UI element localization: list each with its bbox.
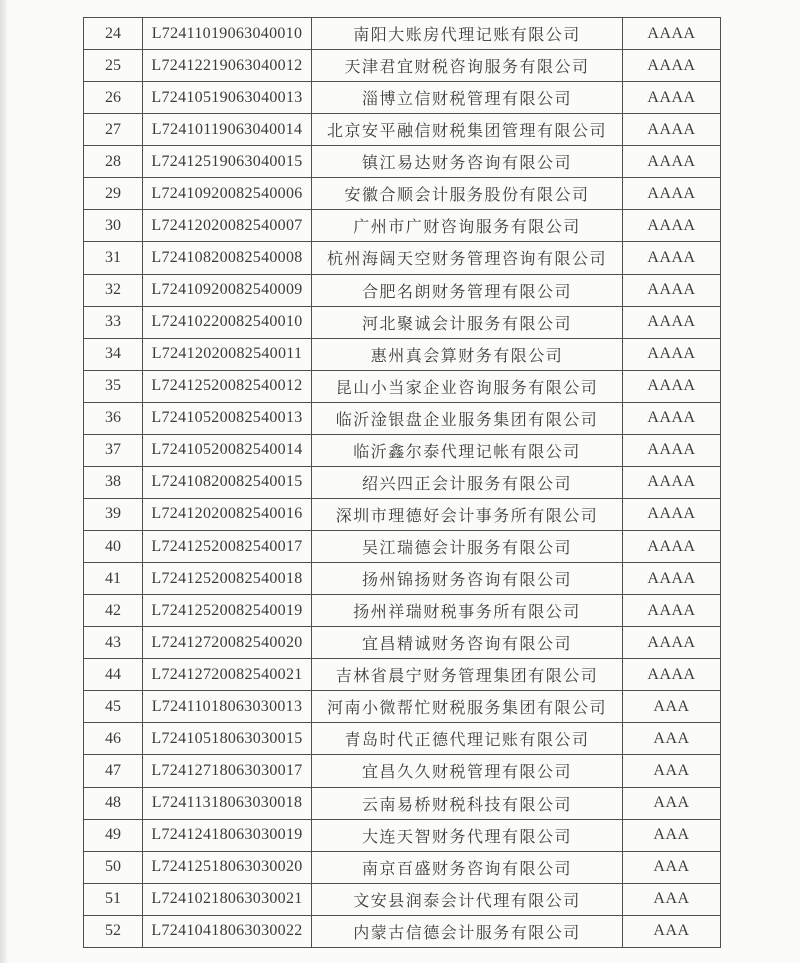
table-row	[84, 434, 721, 466]
credit-code: L72412020082540016	[143, 498, 312, 530]
table-row	[84, 146, 721, 178]
rating-grade: AAAA	[623, 659, 721, 691]
table-row	[84, 370, 721, 402]
row-number: 50	[84, 851, 143, 883]
row-number: 40	[84, 531, 143, 563]
company-name: 淄博立信财税管理有限公司	[312, 82, 623, 114]
row-number: 33	[84, 306, 143, 338]
company-name: 镇江易达财务咨询有限公司	[312, 146, 623, 178]
rating-grade: AAAA	[623, 595, 721, 627]
rating-grade: AAAA	[623, 114, 721, 146]
rating-grade: AAAA	[623, 402, 721, 434]
row-number: 29	[84, 178, 143, 210]
row-number: 26	[84, 82, 143, 114]
rating-table-body	[84, 18, 721, 948]
company-name: 宜昌精诚财务咨询有限公司	[312, 627, 623, 659]
row-number: 24	[84, 18, 143, 50]
rating-grade: AAA	[623, 691, 721, 723]
table-row	[84, 819, 721, 851]
rating-table	[83, 17, 721, 948]
row-number: 49	[84, 819, 143, 851]
rating-grade: AAA	[623, 851, 721, 883]
rating-grade: AAAA	[623, 50, 721, 82]
credit-code: L72412219063040012	[143, 50, 312, 82]
rating-grade: AAA	[623, 883, 721, 915]
credit-code: L72412520082540012	[143, 370, 312, 402]
credit-code: L72410520082540013	[143, 402, 312, 434]
table-row	[84, 531, 721, 563]
company-name: 广州市广财咨询服务有限公司	[312, 210, 623, 242]
rating-grade: AAAA	[623, 210, 721, 242]
credit-code: L72410520082540014	[143, 434, 312, 466]
company-name: 临沂淦银盘企业服务集团有限公司	[312, 402, 623, 434]
rating-grade: AAAA	[623, 82, 721, 114]
table-row	[84, 242, 721, 274]
credit-code: L72412720082540020	[143, 627, 312, 659]
rating-grade: AAAA	[623, 466, 721, 498]
row-number: 39	[84, 498, 143, 530]
rating-grade: AAAA	[623, 306, 721, 338]
rating-grade: AAA	[623, 755, 721, 787]
company-name: 深圳市理德好会计事务所有限公司	[312, 498, 623, 530]
table-row	[84, 274, 721, 306]
row-number: 48	[84, 787, 143, 819]
credit-code: L72412718063030017	[143, 755, 312, 787]
rating-grade: AAAA	[623, 370, 721, 402]
table-row	[84, 306, 721, 338]
credit-code: L72410518063030015	[143, 723, 312, 755]
table-row	[84, 498, 721, 530]
credit-code: L72412020082540007	[143, 210, 312, 242]
rating-grade: AAAA	[623, 563, 721, 595]
rating-grade: AAAA	[623, 338, 721, 370]
row-number: 52	[84, 915, 143, 947]
table-row	[84, 402, 721, 434]
company-name: 合肥名朗财务管理有限公司	[312, 274, 623, 306]
rating-grade: AAA	[623, 723, 721, 755]
company-name: 内蒙古信德会计服务有限公司	[312, 915, 623, 947]
row-number: 31	[84, 242, 143, 274]
row-number: 25	[84, 50, 143, 82]
credit-code: L72410220082540010	[143, 306, 312, 338]
table-row	[84, 563, 721, 595]
credit-code: L72412518063030020	[143, 851, 312, 883]
company-name: 云南易桥财税科技有限公司	[312, 787, 623, 819]
company-name: 吉林省晨宁财务管理集团有限公司	[312, 659, 623, 691]
rating-grade: AAA	[623, 819, 721, 851]
company-name: 惠州真会算财务有限公司	[312, 338, 623, 370]
row-number: 28	[84, 146, 143, 178]
credit-code: L72412020082540011	[143, 338, 312, 370]
row-number: 45	[84, 691, 143, 723]
table-row	[84, 659, 721, 691]
credit-code: L72410820082540015	[143, 466, 312, 498]
table-row	[84, 691, 721, 723]
company-name: 扬州祥瑞财税事务所有限公司	[312, 595, 623, 627]
row-number: 34	[84, 338, 143, 370]
credit-code: L72410920082540009	[143, 274, 312, 306]
row-number: 35	[84, 370, 143, 402]
company-name: 青岛时代正德代理记账有限公司	[312, 723, 623, 755]
table-row	[84, 114, 721, 146]
company-name: 绍兴四正会计服务有限公司	[312, 466, 623, 498]
credit-code: L72412720082540021	[143, 659, 312, 691]
rating-grade: AAAA	[623, 178, 721, 210]
company-name: 扬州锦扬财务咨询有限公司	[312, 563, 623, 595]
table-row	[84, 338, 721, 370]
table-row	[84, 755, 721, 787]
row-number: 51	[84, 883, 143, 915]
company-name: 临沂鑫尔泰代理记帐有限公司	[312, 434, 623, 466]
table-row	[84, 915, 721, 947]
company-name: 河南小微帮忙财税服务集团有限公司	[312, 691, 623, 723]
credit-code: L72410820082540008	[143, 242, 312, 274]
credit-code: L72410418063030022	[143, 915, 312, 947]
credit-code: L72412520082540017	[143, 531, 312, 563]
company-name: 南阳大账房代理记账有限公司	[312, 18, 623, 50]
rating-grade: AAAA	[623, 274, 721, 306]
credit-code: L72410920082540006	[143, 178, 312, 210]
rating-grade: AAA	[623, 787, 721, 819]
rating-grade: AAAA	[623, 146, 721, 178]
company-name: 安徽合顺会计服务股份有限公司	[312, 178, 623, 210]
row-number: 38	[84, 466, 143, 498]
company-name: 天津君宜财税咨询服务有限公司	[312, 50, 623, 82]
table-row	[84, 18, 721, 50]
credit-code: L72411018063030013	[143, 691, 312, 723]
credit-code: L72412519063040015	[143, 146, 312, 178]
table-row	[84, 851, 721, 883]
table-row	[84, 883, 721, 915]
row-number: 32	[84, 274, 143, 306]
table-row	[84, 178, 721, 210]
row-number: 43	[84, 627, 143, 659]
company-name: 大连天智财务代理有限公司	[312, 819, 623, 851]
credit-code: L72412520082540019	[143, 595, 312, 627]
credit-code: L72410119063040014	[143, 114, 312, 146]
credit-code: L72412418063030019	[143, 819, 312, 851]
company-name: 南京百盛财务咨询有限公司	[312, 851, 623, 883]
company-name: 文安县润泰会计代理有限公司	[312, 883, 623, 915]
company-name: 吴江瑞德会计服务有限公司	[312, 531, 623, 563]
table-row	[84, 50, 721, 82]
scan-page-edge	[0, 0, 7, 963]
credit-code: L72410218063030021	[143, 883, 312, 915]
rating-grade: AAA	[623, 915, 721, 947]
row-number: 30	[84, 210, 143, 242]
rating-grade: AAAA	[623, 434, 721, 466]
credit-code: L72410519063040013	[143, 82, 312, 114]
company-name: 宜昌久久财税管理有限公司	[312, 755, 623, 787]
row-number: 47	[84, 755, 143, 787]
row-number: 36	[84, 402, 143, 434]
row-number: 37	[84, 434, 143, 466]
table-row	[84, 210, 721, 242]
row-number: 46	[84, 723, 143, 755]
row-number: 44	[84, 659, 143, 691]
table-row	[84, 627, 721, 659]
table-row	[84, 787, 721, 819]
rating-grade: AAAA	[623, 18, 721, 50]
credit-code: L72411019063040010	[143, 18, 312, 50]
row-number: 42	[84, 595, 143, 627]
rating-grade: AAAA	[623, 498, 721, 530]
table-row	[84, 466, 721, 498]
table-row	[84, 595, 721, 627]
table-row	[84, 723, 721, 755]
company-name: 河北聚诚会计服务有限公司	[312, 306, 623, 338]
rating-grade: AAAA	[623, 627, 721, 659]
company-name: 北京安平融信财税集团管理有限公司	[312, 114, 623, 146]
rating-grade: AAAA	[623, 242, 721, 274]
row-number: 27	[84, 114, 143, 146]
row-number: 41	[84, 563, 143, 595]
rating-grade: AAAA	[623, 531, 721, 563]
company-name: 杭州海阔天空财务管理咨询有限公司	[312, 242, 623, 274]
credit-code: L72412520082540018	[143, 563, 312, 595]
table-row	[84, 82, 721, 114]
company-name: 昆山小当家企业咨询服务有限公司	[312, 370, 623, 402]
credit-code: L72411318063030018	[143, 787, 312, 819]
